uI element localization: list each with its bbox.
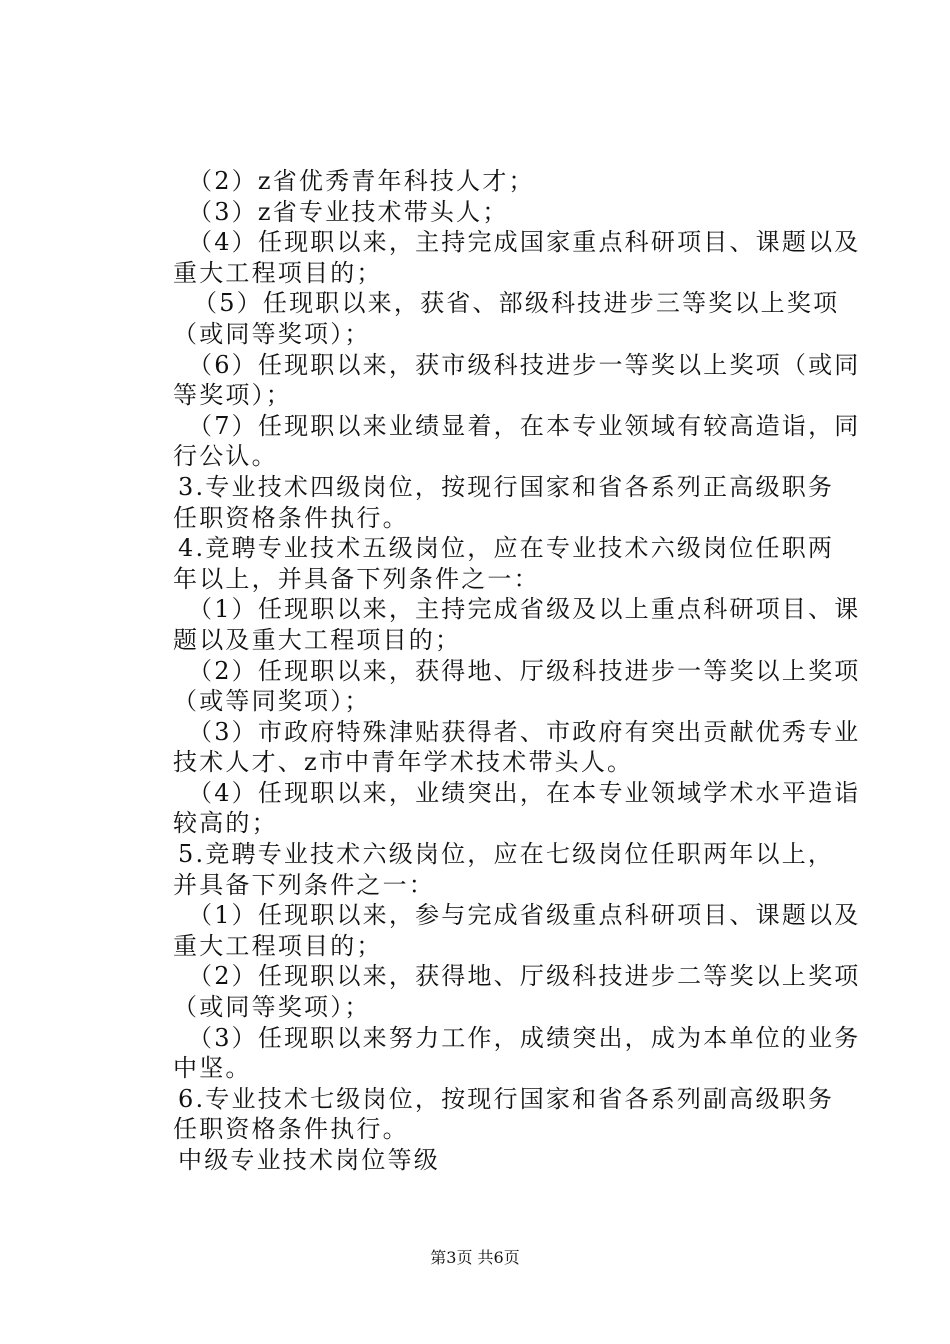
- text-line: 任职资格条件执行。: [173, 503, 409, 532]
- text-line: （1）任现职以来，主持完成省级及以上重点科研项目、课: [188, 595, 861, 624]
- text-line: 技术人才、z市中青年学术技术带头人。: [173, 748, 634, 777]
- page-number-footer: 第3页 共6页: [430, 1248, 520, 1267]
- text-line: （或等同奖项）；: [173, 687, 371, 716]
- text-line: 行公认。: [173, 442, 278, 471]
- text-line: （或同等奖项）；: [173, 319, 371, 348]
- text-line: （4）任现职以来，主持完成国家重点科研项目、课题以及: [188, 228, 861, 257]
- text-line: （2）任现职以来，获得地、厅级科技进步二等奖以上奖项: [188, 962, 861, 991]
- text-line: 重大工程项目的；: [173, 258, 383, 287]
- text-line: 任职资格条件执行。: [173, 1115, 409, 1144]
- text-line: （4）任现职以来，业绩突出，在本专业领域学术水平造诣: [188, 778, 861, 807]
- text-line: 中坚。: [173, 1054, 252, 1083]
- text-line: （2）z省优秀青年科技人才；: [188, 167, 535, 195]
- text-line: 题以及重大工程项目的；: [173, 625, 462, 654]
- text-line: （7）任现职以来业绩显着，在本专业领域有较高造诣，同: [188, 411, 861, 440]
- text-line: （5）任现职以来，获省、部级科技进步三等奖以上奖项: [193, 289, 840, 318]
- text-line: 并具备下列条件之一：: [173, 870, 435, 899]
- text-line: 4.竞聘专业技术五级岗位，应在专业技术六级岗位任职两: [178, 534, 835, 563]
- section-heading: 中级专业技术岗位等级: [178, 1146, 440, 1174]
- text-line: 较高的；: [173, 809, 278, 838]
- text-line: （3）任现职以来努力工作，成绩突出，成为本单位的业务: [188, 1023, 861, 1052]
- text-line: 等奖项）；: [173, 381, 292, 410]
- text-line: （3）z省专业技术带头人；: [188, 197, 509, 226]
- document-body: [173, 166, 861, 1176]
- text-line: （3）市政府特殊津贴获得者、市政府有突出贡献优秀专业: [188, 717, 861, 746]
- text-line: 3.专业技术四级岗位，按现行国家和省各系列正高级职务: [178, 472, 835, 501]
- text-line: （2）任现职以来，获得地、厅级科技进步一等奖以上奖项: [188, 656, 861, 685]
- text-line: 5.竞聘专业技术六级岗位，应在七级岗位任职两年以上，: [178, 840, 835, 869]
- text-line: （6）任现职以来，获市级科技进步一等奖以上奖项（或同: [188, 350, 861, 379]
- text-line: 年以上，并具备下列条件之一：: [173, 564, 540, 593]
- text-line: 6.专业技术七级岗位，按现行国家和省各系列副高级职务: [178, 1084, 835, 1113]
- text-line: （1）任现职以来，参与完成省级重点科研项目、课题以及: [188, 901, 861, 930]
- text-line: 重大工程项目的；: [173, 931, 383, 960]
- text-line: （或同等奖项）；: [173, 993, 371, 1022]
